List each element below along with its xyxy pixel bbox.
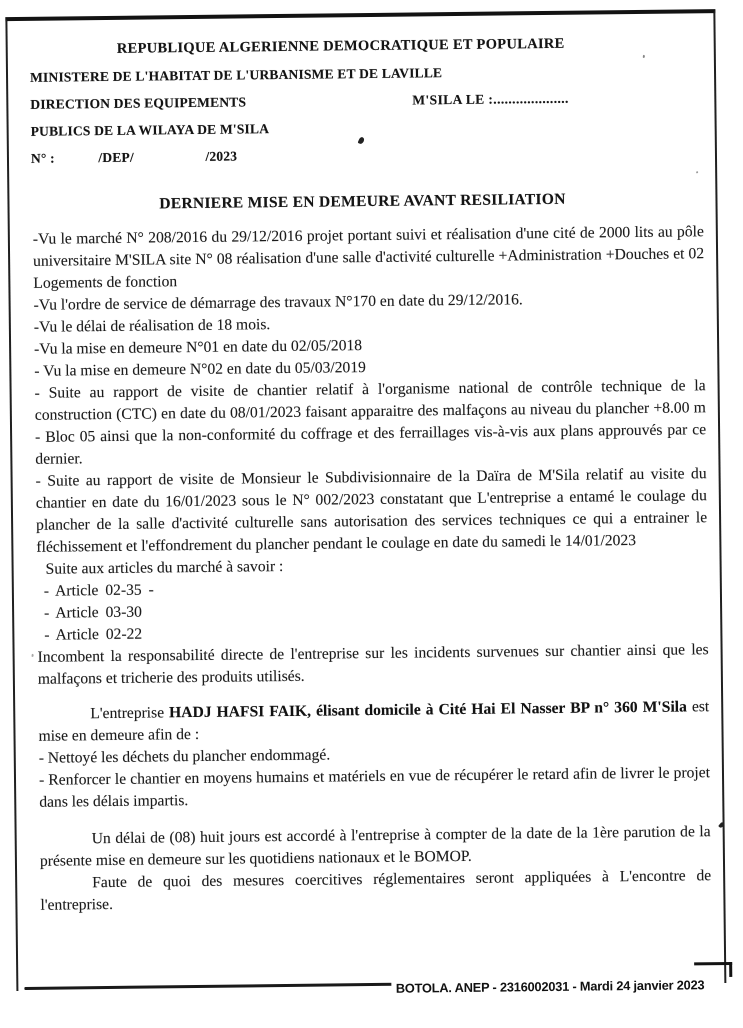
- direction-row: [30, 89, 714, 113]
- publics-line: PUBLICS DE LA WILAYA DE M'SILA: [30, 121, 270, 139]
- paragraph-delai-huit-jours: Un délai de (08) huit jours est accordé à l'entreprise à compter de la date de la 1ère parution de la présente mise en demeure sur les quotidiens nationaux et le BOMOP.: [39, 823, 711, 870]
- article-item: - Article 03-30: [44, 603, 143, 622]
- reference-year: /2023: [205, 148, 238, 164]
- paragraph-faute-de-quoi: Faute de quoi des mesures coercitives réglementaires seront appliquées à L'encontre de l'entreprise.: [40, 867, 712, 914]
- republic-line: REPUBLIQUE ALGERIENNE DEMOCRATIQUE ET POPULAIRE: [116, 35, 565, 57]
- bottom-border-line: [24, 983, 398, 990]
- paragraph-vu-marche: -Vu le marché N° 208/2016 du 29/12/2016 projet portant suivi et réalisation d'une cité de 2000 lits au pôle universitaire M'SILA site N° 08 réalisation d'une salle d'activité culturelle +Administration +Douches et 02 Logements de fonction: [32, 223, 705, 292]
- article-item: - Article 02-22: [44, 625, 143, 644]
- scan-corner-mark: [694, 962, 732, 977]
- paragraph-vu-mise-en-demeure-2: - Vu la mise en demeure N°02 en date du 05/03/2019: [34, 359, 367, 380]
- page-title: DERNIERE MISE EN DEMEURE AVANT RESILIATION: [159, 190, 566, 213]
- article-item: - Article 02-35 -: [43, 581, 154, 600]
- paragraph-vu-ordre: -Vu l'ordre de service de démarrage des travaux N°170 en date du 29/12/2016.: [33, 291, 523, 314]
- document-body: [33, 221, 712, 917]
- direction-line: DIRECTION DES EQUIPEMENTS: [30, 94, 247, 112]
- paragraph-rapport-ctc: - Suite au rapport de visite de chantier relatif à l'organisme national de contrôle technique de la construction (CTC) en date du 08/01/2023 faisant apparaitre des malfaçons au niveau du plancher +8.00 m - Bloc 05 ainsi que la non-conformité du coffrage et des ferraillages vis-à-vis aux plans approuvés par ce dernier.: [34, 377, 707, 468]
- reference-number-line: [31, 143, 715, 167]
- paragraph-mesure-renforcer: - Renforcer le chantier en moyens humains et matériels en vue de récupérer le retard afin de livrer le projet dans les délais impartis.: [38, 764, 711, 811]
- paragraph-vu-mise-en-demeure-1: -Vu la mise en demeure N°01 en date du 02/05/2018: [34, 337, 363, 358]
- paragraph-vu-delai: -Vu le délai de réalisation de 18 mois.: [33, 316, 271, 336]
- paragraph-rapport-subdivisionnaire: - Suite au rapport de visite de Monsieur le Subdivisionnaire de la Daïra de M'Sila relatif au visite du chantier en date du 16/01/2023 sous le N° 002/2023 constatant que L'entreprise a entamé le coulage du plancher de la salle d'activité culturelle sans autorisation des services techniques ce qui a entrainer le fléchissement et l'effondrement du plancher pendant le coulage en date du samedi le 14/01/2023: [35, 465, 708, 556]
- entreprise-prefix: L'entreprise: [90, 704, 170, 723]
- reference-label: N° :: [30, 150, 55, 166]
- paragraph-articles-intro: Suite aux articles du marché à savoir :: [45, 558, 284, 578]
- paragraph-mesure-nettoyer: - Nettoyé les déchets du plancher endommagé.: [38, 746, 331, 767]
- ministry-line: MINISTERE DE L'HABITAT DE L'URBANISME ET DE LAVILLE: [29, 65, 443, 85]
- anep-footer: BOTOLA. ANEP - 2316002031 - Mardi 24 janvier 2023: [392, 977, 709, 996]
- paragraph-entreprise: [38, 696, 709, 748]
- reference-dep: /DEP/: [98, 149, 134, 166]
- paragraph-incombent: Incombent la responsabilité directe de l'entreprise sur les incidents survenues sur chantier ainsi que les malfaçons et tricherie des produits utilisés.: [37, 641, 709, 688]
- place-date-line: M'SILA LE :....................: [412, 90, 569, 108]
- entreprise-suffix: est mise en demeure afin de :: [38, 698, 710, 745]
- document-border-frame: [5, 9, 726, 996]
- entreprise-name-address: HADJ HAFSI FAIK, élisant domicile à Cité Hai El Nasser BP n° 360 M'Sila: [169, 698, 687, 722]
